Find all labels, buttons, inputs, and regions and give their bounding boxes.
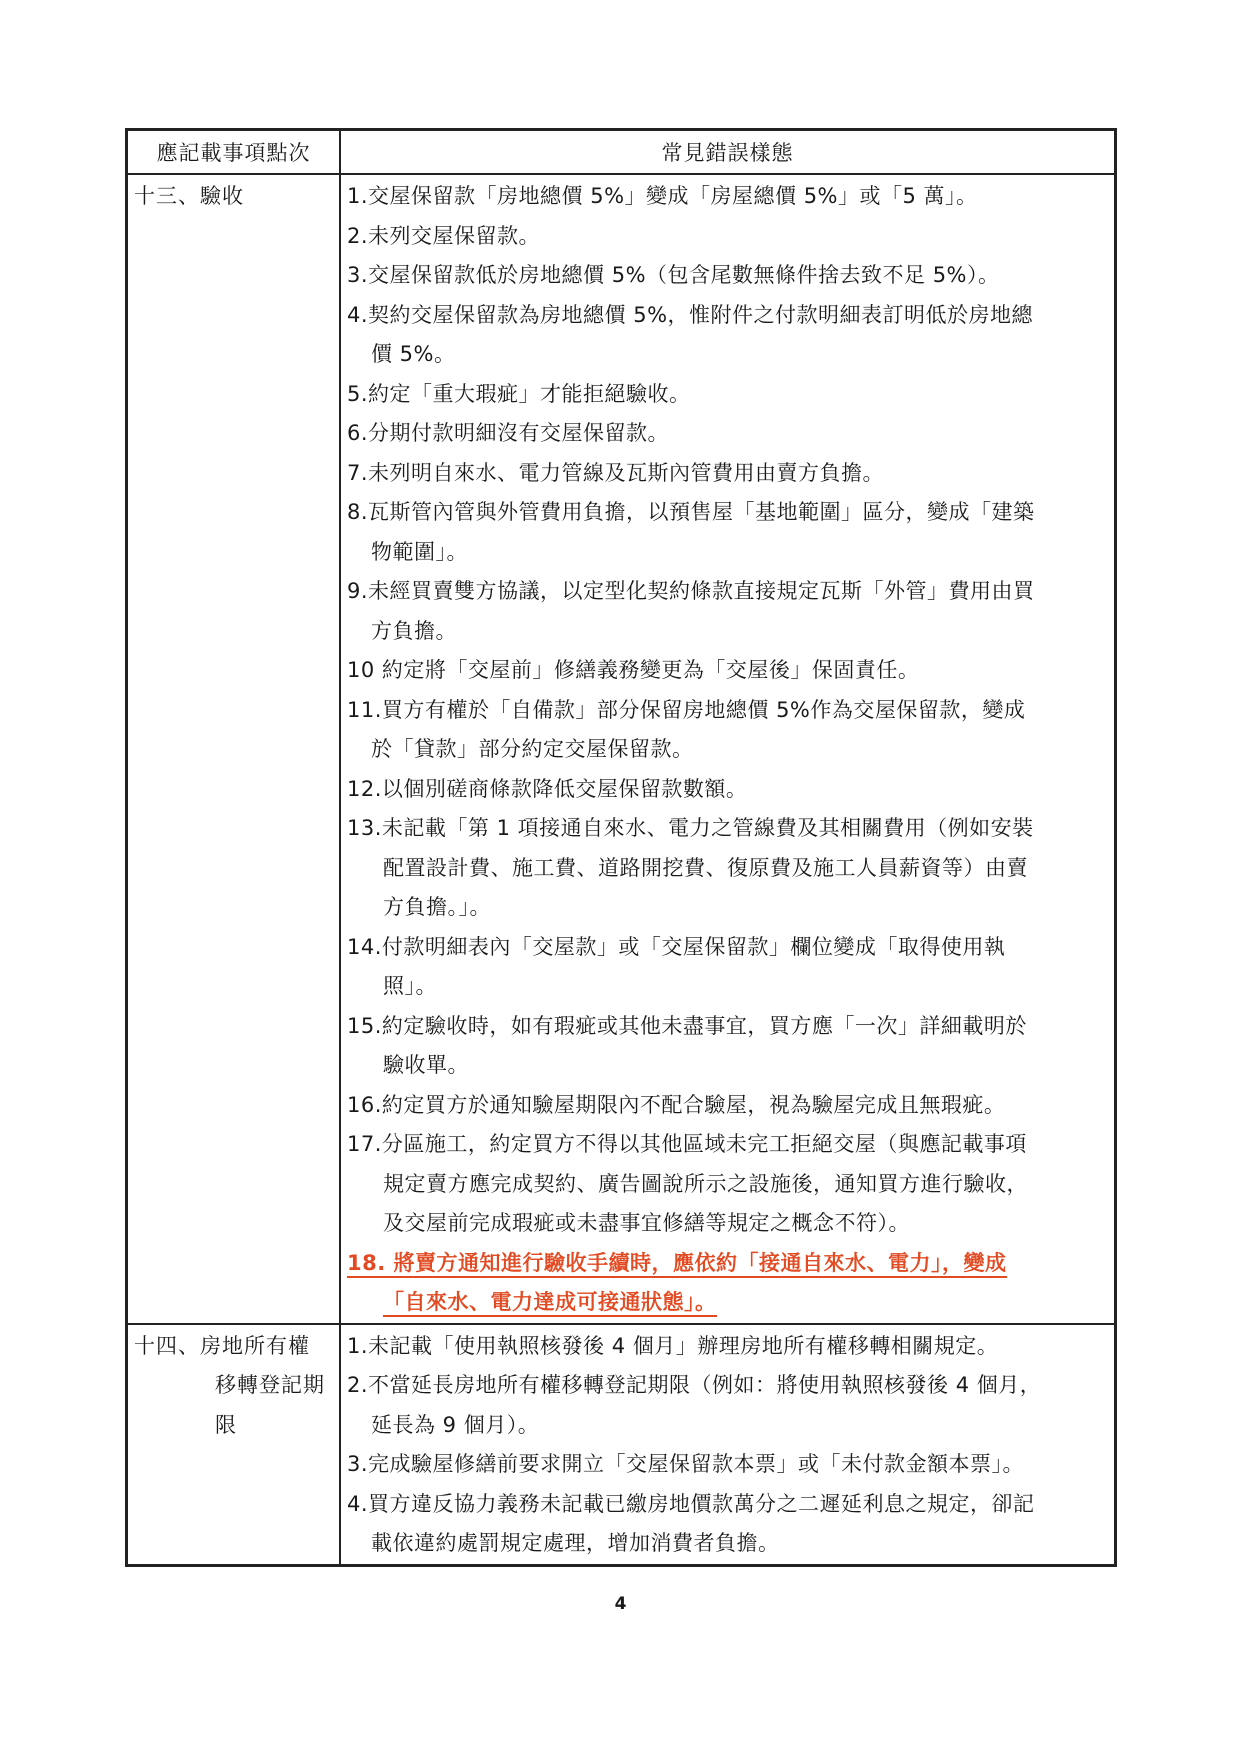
errors-cell [340, 1324, 1116, 1566]
error-patterns-table [125, 128, 1117, 1567]
page-number: 4 [614, 1594, 627, 1614]
category-cell [127, 1324, 341, 1566]
table-header-row [127, 130, 1116, 175]
category-line: 移轉登記期 [215, 1373, 325, 1397]
error-item-8: 8.瓦斯管內管與外管費用負擔，以預售屋「基地範圍」區分，變成「建築 物範圍」。 [347, 500, 1035, 564]
error-item-4: 4.契約交屋保留款為房地總價 5%，惟附件之付款明細表訂明低於房地總 價 5%。 [347, 302, 1034, 366]
error-item-9: 9.未經買賣雙方協議，以定型化契約條款直接規定瓦斯「外管」費用由買 方負擔。 [347, 579, 1035, 643]
error-item-2: 2.未列交屋保留款。 [347, 223, 541, 248]
error-item-11: 11.買方有權於「自備款」部分保留房地總價 5%作為交屋保留款，變成 於「貸款」部分約定交屋保留款。 [347, 697, 1026, 761]
error-item-3: 3.完成驗屋修繕前要求開立「交屋保留款本票」或「未付款金額本票」。 [347, 1452, 1025, 1476]
error-item-7: 7.未列明自來水、電力管線及瓦斯內管費用由賣方負擔。 [347, 460, 885, 485]
error-item-4: 4.買方違反協力義務未記載已繳房地價款萬分之二遲延利息之規定，卻記 載依違約處罰規定處理，增加消費者負擔。 [347, 1491, 1035, 1555]
error-item-10: 10 約定將「交屋前」修繕義務變更為「交屋後」保固責任。 [347, 658, 920, 682]
error-item-12: 12.以個別磋商條款降低交屋保留款數額。 [347, 776, 748, 801]
table-row-section-14 [127, 1324, 1116, 1566]
error-item-14: 14.付款明細表內「交屋款」或「交屋保留款」欄位變成「取得使用執 照」。 [347, 934, 1006, 998]
error-item-2: 2.不當延長房地所有權移轉登記期限（例如：將使用執照核發後 4 個月， 延長為 9 個月）。 [347, 1373, 1042, 1437]
category-line: 十三、驗收 [134, 184, 244, 208]
errors-cell [340, 174, 1116, 1324]
error-item-18-highlighted: 18. 將賣方通知進行驗收手續時，應依約「接通自來水、電力」，變成 「自來水、電力達成可接通狀態」。 [347, 1244, 1108, 1323]
error-item-1: 1.未記載「使用執照核發後 4 個月」辦理房地所有權移轉相關規定。 [347, 1333, 999, 1358]
header-item-column: 應記載事項點次 [127, 130, 341, 175]
table-row-section-13 [127, 174, 1116, 1324]
category-cell [127, 174, 341, 1324]
error-item-15: 15.約定驗收時，如有瑕疵或其他未盡事宜，買方應「一次」詳細載明於 驗收單。 [347, 1013, 1027, 1077]
header-error-column: 常見錯誤樣態 [340, 130, 1116, 175]
error-item-3: 3.交屋保留款低於房地總價 5%（包含尾數無條件捨去致不足 5%）。 [347, 263, 1000, 287]
error-item-17: 17.分區施工，約定買方不得以其他區域未完工拒絕交屋（與應記載事項 規定賣方應完成契約、廣告圖說所示之設施後，通知買方進行驗收， 及交屋前完成瑕疵或未盡事宜修繕等規定之概念不符）。 [347, 1132, 1028, 1235]
category-line: 限 [215, 1412, 237, 1437]
error-item-16: 16.約定買方於通知驗屋期限內不配合驗屋，視為驗屋完成且無瑕疵。 [347, 1092, 1006, 1117]
category-line: 十四、房地所有權 [134, 1333, 310, 1358]
error-item-13: 13.未記載「第 1 項接通自來水、電力之管線費及其相關費用（例如安裝 配置設計費、施工費、道路開挖費、復原費及施工人員薪資等）由賣 方負擔。」。 [347, 816, 1034, 919]
error-item-5: 5.約定「重大瑕疵」才能拒絕驗收。 [347, 381, 691, 406]
error-item-6: 6.分期付款明細沒有交屋保留款。 [347, 421, 670, 445]
error-item-1: 1.交屋保留款「房地總價 5%」變成「房屋總價 5%」或「5 萬」。 [347, 184, 978, 208]
